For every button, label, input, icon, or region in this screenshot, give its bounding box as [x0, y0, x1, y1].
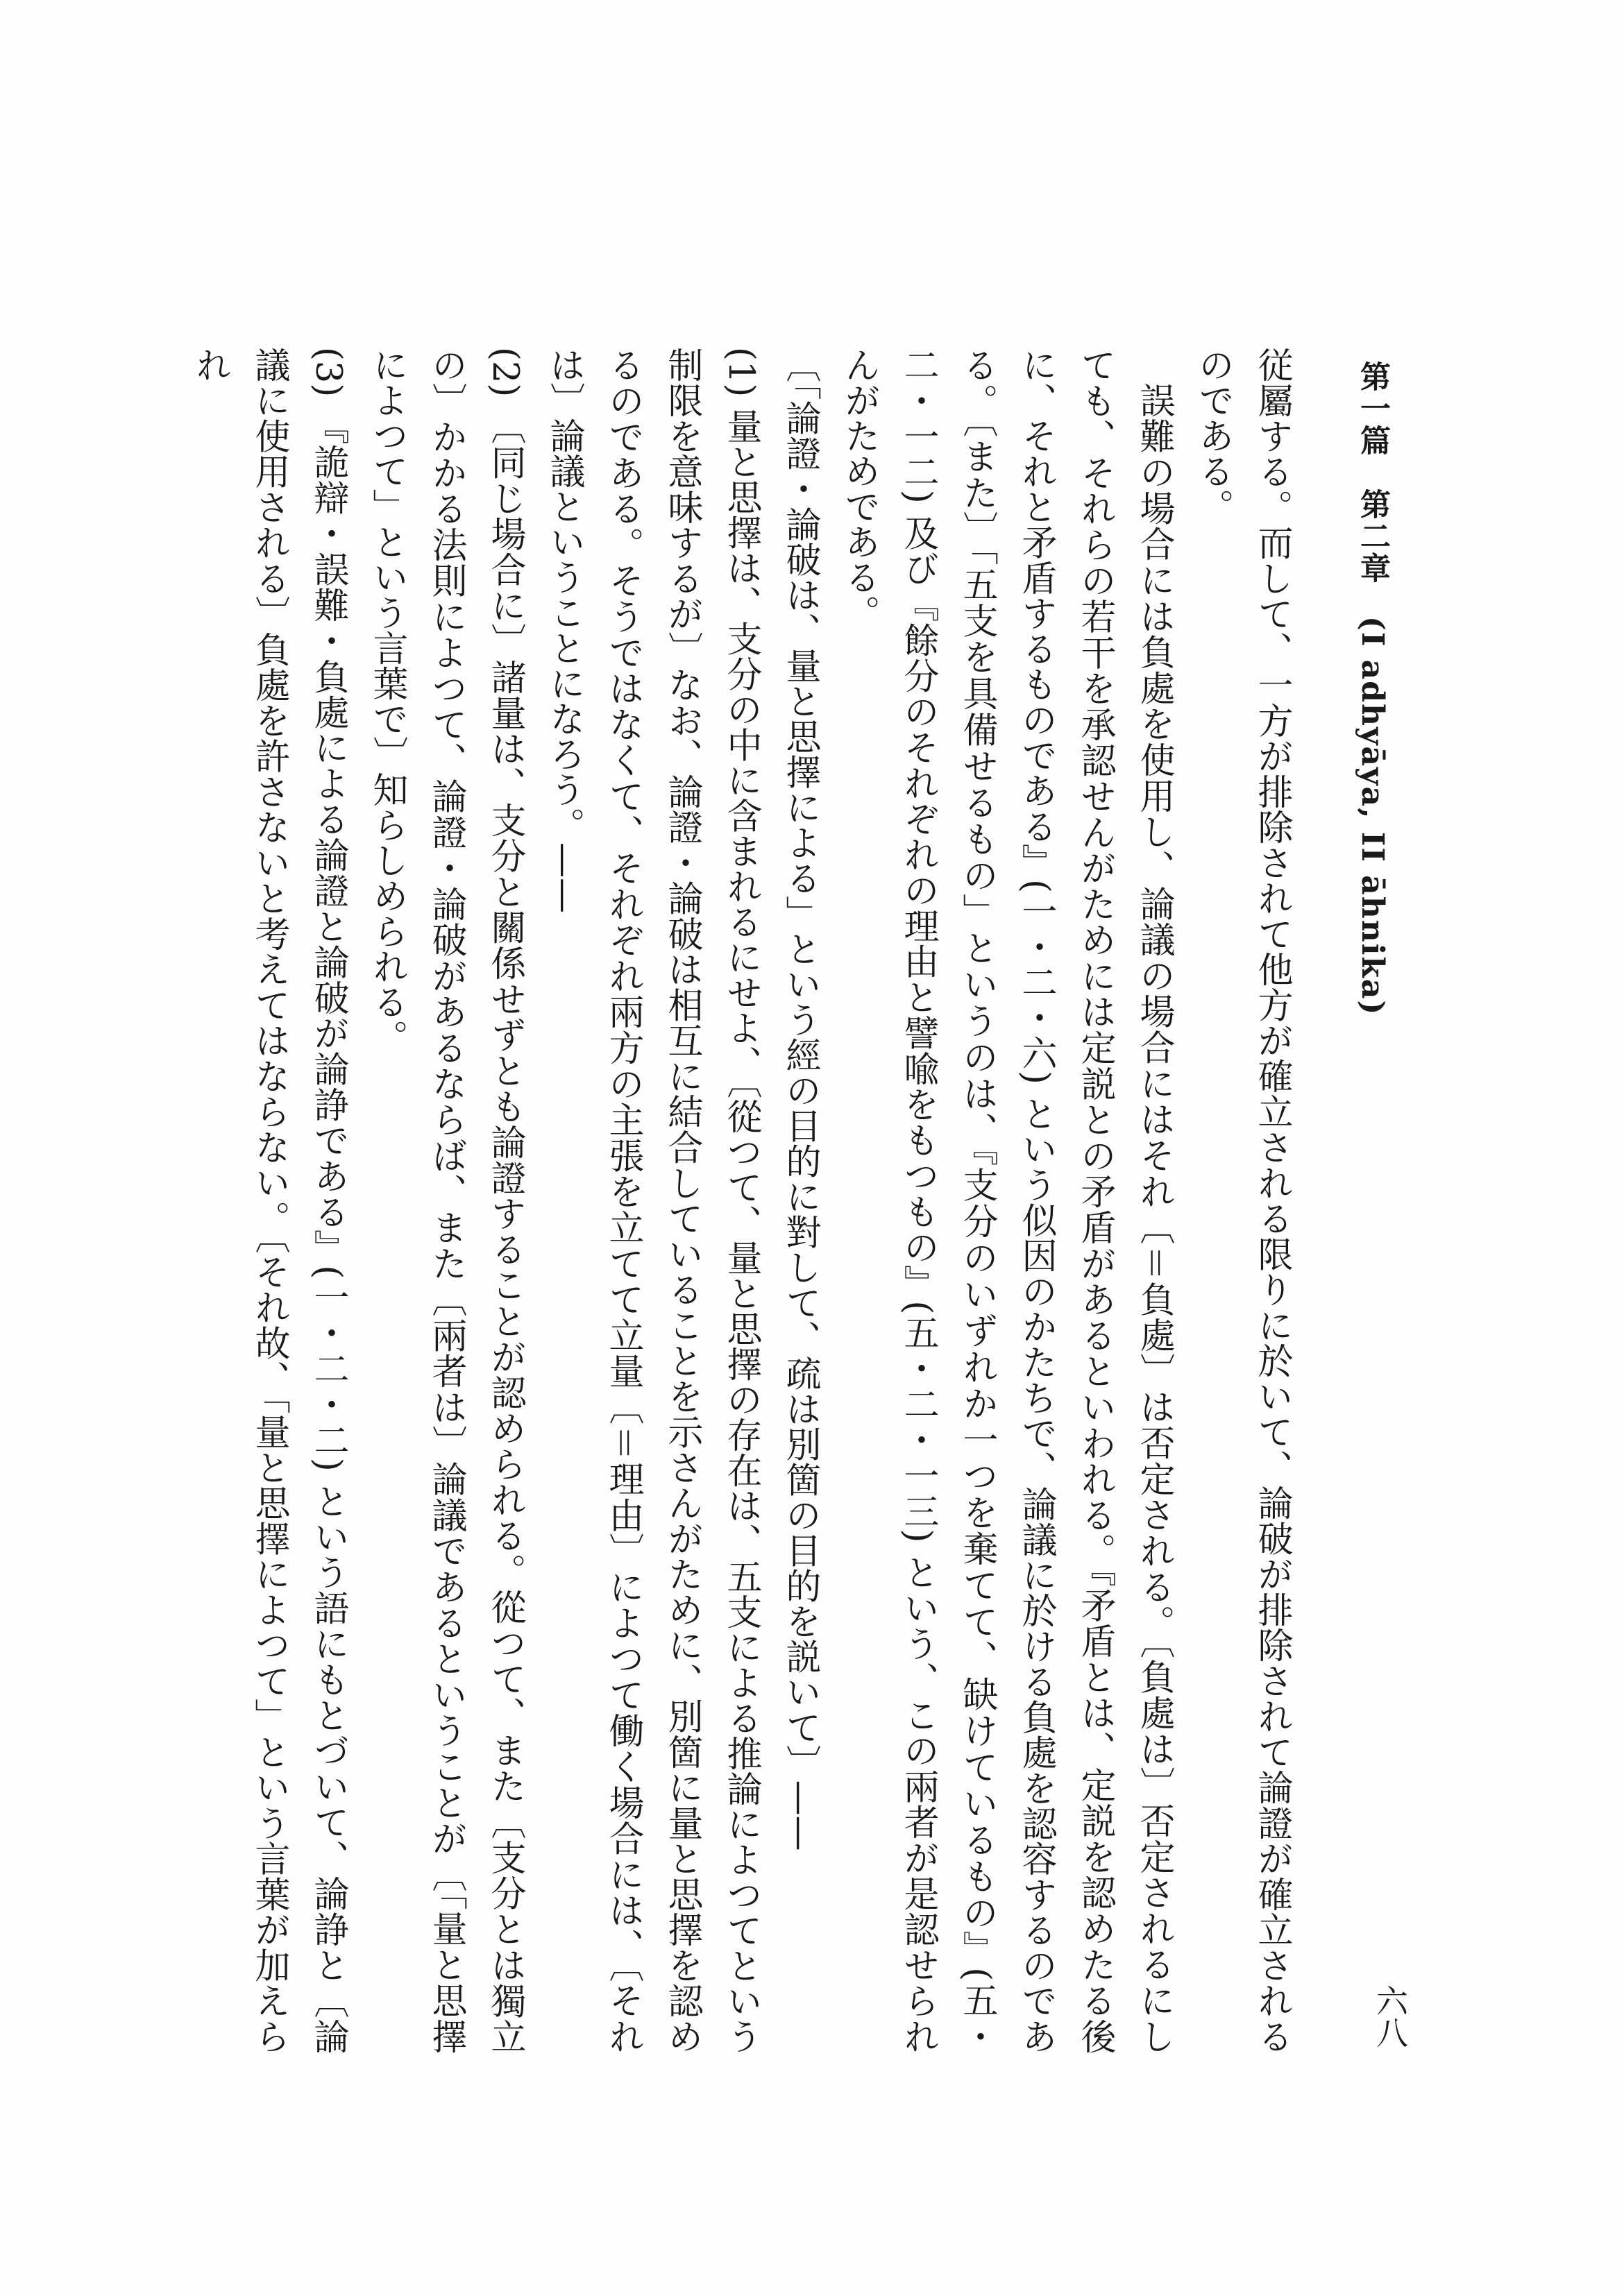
- page-number: 六八: [1371, 1984, 1409, 2048]
- paragraph-item-2: [357, 347, 534, 2054]
- running-head: 第一篇 第二章 (I adhyāya, II āhnika): [1355, 361, 1390, 1017]
- body-text: [180, 347, 1301, 2054]
- paragraph-continuation: 従屬する。而して、一方が排除されて他方が確立される限りに於いて、論破が排除されて論證が確立されるのである。: [1192, 347, 1292, 2055]
- paragraph-item-3: (3) 『詭辯・誤難・負處による論證と論破が論諍である』(一・二・二) という語にもとづいて、論諍と〔論議に使用される〕負處を許さないと考えてはならない。〔それ故、「量と思擇によつて」という言葉が加えられ: [189, 347, 348, 2054]
- paragraph-heading-note: 〔「論證・論破は、量と思擇による」という經の目的に對して、疏は別箇の目的を説いて〕——: [779, 347, 820, 1851]
- item-2-text: (2) 〔同じ場合に〕諸量は、支分と關係せずとも論證することが認められる。從つて、また〔支分とは獨立の〕かかる法則によつて、論證・論破があるならば、また〔兩者は〕論議であるということが〔「量と思擇によつて」という言葉で〕知らしめられる。: [366, 347, 525, 2055]
- paragraph-1: 誤難の場合には負處を使用し、論議の場合にはそれ〔＝負處〕は否定される。〔負處は〕否定されるにしても、それらの若干を承認せんがためには定説との矛盾があるといわれる。『矛盾とは、定説を認めたる後に、それと矛盾するものである』(一・二・六) という似因のかたちで、論議に於ける負處を認容するのである。〔また〕「五支を具備せるもの」というのは、『支分のいずれか一つを棄てて、缺けているもの』(五・二・一二) 及び『餘分のそれぞれの理由と譬喩をもつもの』(五・二・一三) という、この兩者が是認せられんがためである。: [838, 347, 1174, 2054]
- paragraph-item-1: (1) 量と思擇は、支分の中に含まれるにせよ、〔從つて、量と思擇の存在は、五支による推論によつてという制限を意味するが〕なお、論證・論破は相互に結合していることを示さんがために、別箇に量と思擇を認めるのである。そうではなくて、それぞれ兩方の主張を立てて立量〔＝理由〕によつて働く場合には、〔それは〕論議ということになろう。——: [543, 347, 761, 2055]
